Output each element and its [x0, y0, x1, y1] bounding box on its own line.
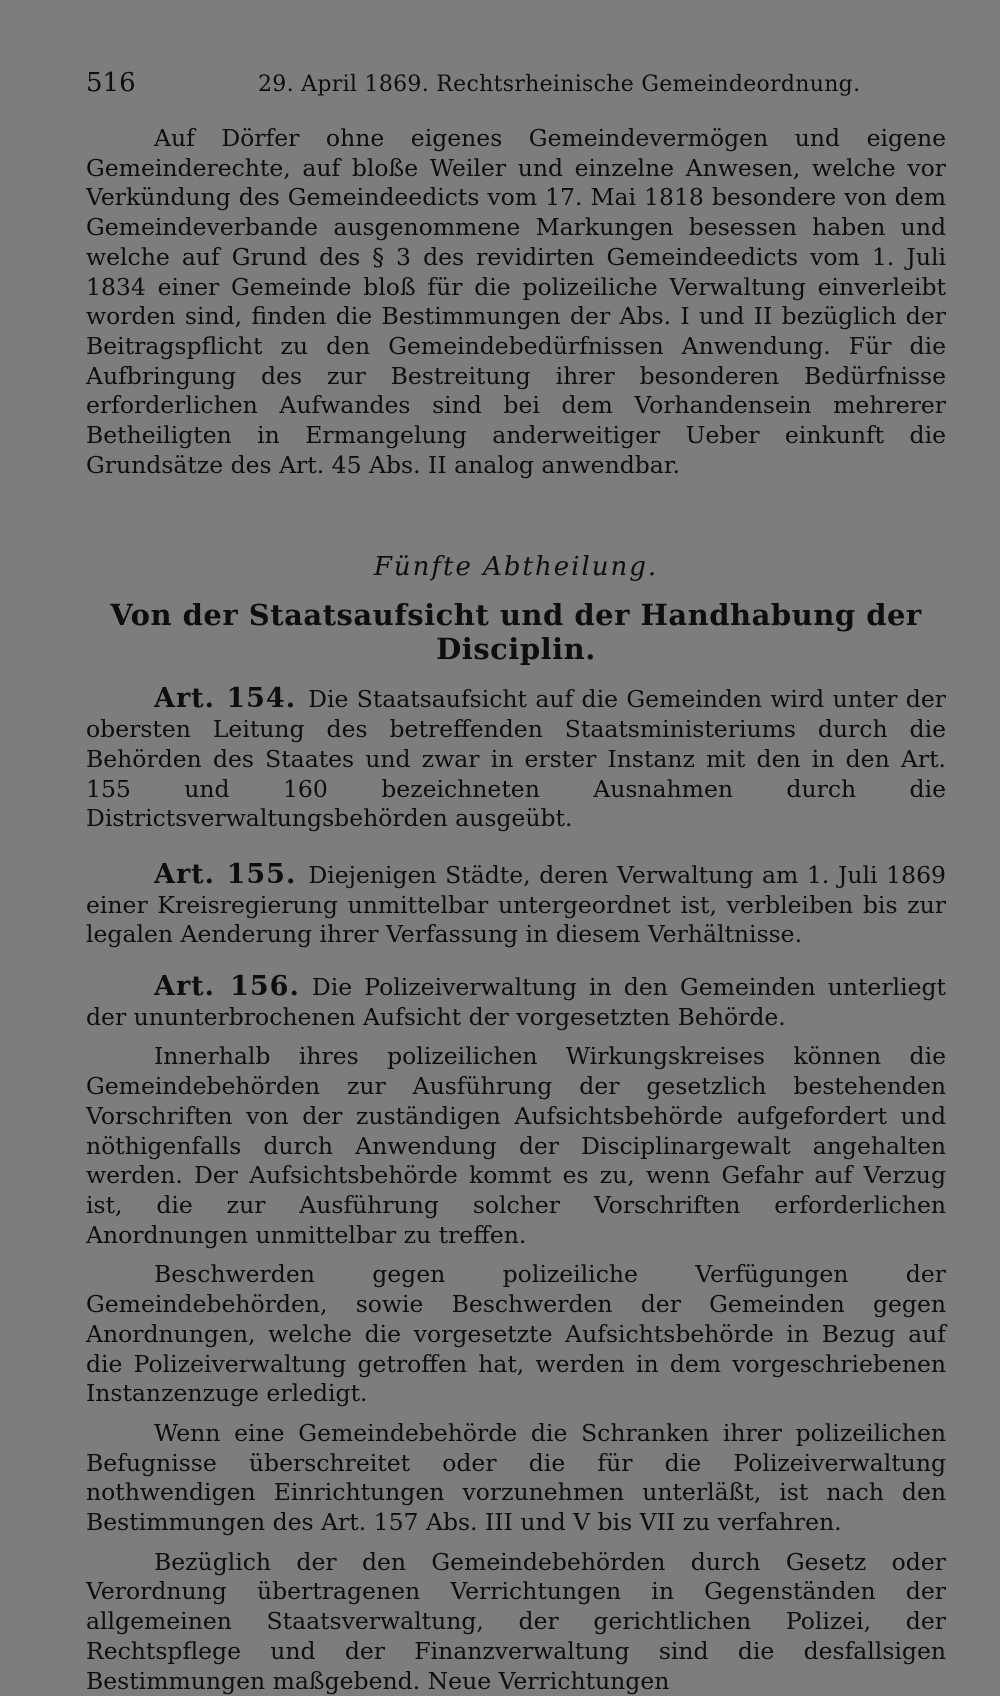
article-label: Art. 154.: [154, 683, 297, 715]
section-heading: Von der Staatsaufsicht und der Handhabung der Disciplin.: [110, 598, 922, 667]
article-text: Die Staatsaufsicht auf die Gemeinden wird unter der obersten Leitung des betreffenden Staatsministeriums durch die Behörden des Staates und zwar in erster Instanz mit den in den Art. 155 und 160 bezeichneten Ausnahmen durch die Districtsverwaltungsbehörden ausgeübt.: [86, 685, 946, 833]
article-label: Art. 155.: [154, 858, 297, 890]
article-text: Diejenigen Städte, deren Verwaltung am 1. Juli 1869 einer Kreisregierung unmittelbar untergeordnet ist, verbleiben bis zur legalen Aenderung ihrer Verfassung in diesem Verhältnisse.: [86, 860, 946, 949]
article-156: [86, 972, 946, 1032]
section-abteilung: Fünfte Abtheilung.: [373, 552, 659, 583]
running-title: 29. April 1869. Rechtsrheinische Gemeindeordnung.: [258, 72, 861, 97]
article-156-paragraph: Bezüglich der den Gemeindebehörden durch Gesetz oder Verordnung übertragenen Verrichtungen in Gegenständen der allgemeinen Staatsverwaltung, der gerichtlichen Polizei, der Rechtspflege und der Finanzverwaltung sind die desfallsigen Bestimmungen maßgebend. Neue Verrichtungen: [86, 1547, 946, 1695]
article-156-paragraph: Wenn eine Gemeindebehörde die Schranken ihrer polizeilichen Befugnisse überschreitet oder die für die Polizeiverwaltung nothwendigen Einrichtungen vorzunehmen unterläßt, ist nach den Bestimmungen des Art. 157 Abs. III und V bis VII zu verfahren.: [86, 1418, 946, 1537]
article-156-paragraph: Innerhalb ihres polizeilichen Wirkungskreises können die Gemeindebehörden zur Ausführung der gesetzlich bestehenden Vorschriften von der zuständigen Aufsichtsbehörde aufgefordert und nöthigenfalls durch Anwendung der Disciplinargewalt angehalten werden. Der Aufsichtsbehörde kommt es zu, wenn Gefahr auf Verzug ist, die zur Ausführung solcher Vorschriften erforderlichen Anordnungen unmittelbar zu treffen.: [86, 1042, 946, 1249]
page-header: [86, 68, 946, 108]
page-body: [86, 124, 946, 1696]
article-154: [86, 684, 946, 834]
page-number: 516: [86, 68, 136, 98]
article-text: Die Polizeiverwaltung in den Gemeinden unterliegt der ununterbrochenen Aufsicht der vorgesetzten Behörde.: [86, 973, 946, 1031]
article-155: [86, 860, 946, 950]
article-156-paragraph: Beschwerden gegen polizeiliche Verfügungen der Gemeindebehörden, sowie Beschwerden der Gemeinden gegen Anordnungen, welche die vorgesetzte Aufsichtsbehörde in Bezug auf die Polizeiverwaltung getroffen hat, werden in dem vorgeschriebenen Instanzenzuge erledigt.: [86, 1260, 946, 1408]
intro-paragraph: Auf Dörfer ohne eigenes Gemeindevermögen und eigene Gemeinderechte, auf bloße Weiler und einzelne Anwesen, welche vor Verkündung des Gemeindeedicts vom 17. Mai 1818 besondere von dem Gemeindeverbande ausgenommene Markungen besessen haben und welche auf Grund des § 3 des revidirten Gemeindeedicts vom 1. Juli 1834 einer Gemeinde bloß für die polizeiliche Verwaltung einverleibt worden sind, finden die Bestimmungen der Abs. I und II bezüglich der Beitragspflicht zu den Gemeindebedürfnissen Anwendung. Für die Aufbringung des zur Bestreitung ihrer besonderen Bedürfnisse erforderlichen Aufwandes sind bei dem Vorhandensein mehrerer Betheiligten in Ermangelung anderweitiger Ueber einkunft die Grundsätze des Art. 45 Abs. II analog anwendbar.: [86, 124, 946, 479]
article-label: Art. 156.: [154, 971, 300, 1003]
